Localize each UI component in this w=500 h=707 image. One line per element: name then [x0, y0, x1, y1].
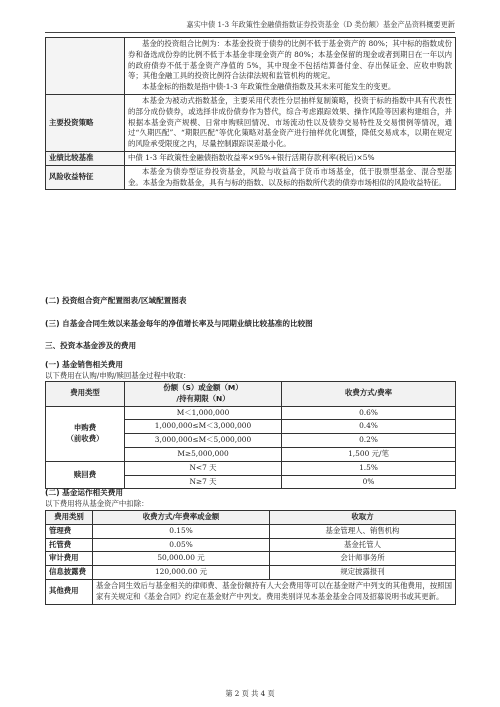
table-row	[46, 406, 456, 420]
header-payee: 收取方	[270, 511, 456, 525]
section-note: 以下费用在认购/申购/赎回基金过程中收取：	[45, 371, 191, 380]
fee-payee: 规定披露报刊	[270, 566, 456, 580]
section-heading: (二) 基金运作相关费用	[45, 488, 123, 497]
rate-cell: 0.6%	[282, 406, 456, 420]
sales-fee-table	[45, 381, 456, 489]
fee-type: 管理费	[46, 524, 93, 538]
risk-paragraph: 本基金为债券型证券投资基金，风险与收益高于货币市场基金，低于股票型基金、混合型基金。本基金为指数基金，具有与标的指数、以及标的指数所代表的债券市场相似的风险收益特征。	[128, 166, 452, 187]
fee-payee: 基金托管人	[270, 538, 456, 552]
section-heading: (二) 投资组合资产配置图表/区域配置图表	[45, 296, 187, 305]
table-row	[46, 165, 456, 190]
row-label: 主要投资策略	[46, 94, 125, 151]
fee-payee: 基金管理人、销售机构	[270, 524, 456, 538]
fee-rate: 50,000.00 元	[93, 552, 270, 566]
section-heading: (三) 自基金合同生效以来基金每年的净值增长率及与同期业绩比较基准的比较图	[45, 319, 313, 328]
header-amount-line: 份额（S）或金额（M）	[163, 383, 243, 392]
row-label: 风险收益特征	[46, 165, 125, 190]
objective-paragraph: 本基金标的指数是指中债-1-3 年政策性金融债指数及其未来可能发生的变更。	[142, 82, 396, 92]
objective-text-cell	[125, 38, 456, 95]
range-cell: 3,000,000≤M＜5,000,000	[125, 434, 282, 448]
objective-paragraph: 基金的投资组合比例为：本基金投资于债券的比例不低于基金资产的 80%；其中标的指数成份券和备选成份券的比例不低于本基金非现金资产的 80%；本基金保留的现金或者到期日在一年以内的政府债券不低于基金资产净值的 5%，其中现金不包括结算备付金、存出保证金、应收申购款等；其他金融工具的投资比例符合法律法规和监管机构的规定。	[128, 39, 452, 81]
header-type: 费用类别	[46, 511, 93, 525]
table-row	[46, 461, 456, 475]
rate-cell: 1.5%	[282, 461, 456, 475]
header-rate: 收费方式/费率	[282, 382, 456, 407]
table-header-row	[46, 382, 456, 407]
row-text: 中债 1-3 年政策性金融债指数收益率×95%+银行活期存款利率(税后)×5%	[125, 151, 456, 165]
row-label: 业绩比较基准	[46, 151, 125, 165]
fee-type: 托管费	[46, 538, 93, 552]
header-amount	[125, 382, 282, 407]
header-amount-line: /持有期限（N）	[176, 393, 230, 403]
page-header: 嘉实中债 1-3 年政策性金融债指数证券投资基金（D 类份额）基金产品资料概要更新	[45, 20, 455, 33]
range-cell: M＜1,000,000	[125, 406, 282, 420]
range-cell: M≥5,000,000	[125, 447, 282, 461]
row-text	[125, 94, 456, 151]
table-row	[46, 151, 456, 165]
range-cell: N<7 天	[125, 461, 282, 475]
fee-type: 其他费用	[46, 579, 93, 604]
fee-type: 信息披露费	[46, 566, 93, 580]
ops-fee-table	[45, 510, 456, 605]
fee-rate: 0.15%	[93, 524, 270, 538]
fee-payee: 会计师事务所	[270, 552, 456, 566]
objective-label-cell	[46, 38, 125, 95]
redeem-fee-label: 赎回费	[46, 461, 125, 489]
fee-rate: 0.05%	[93, 538, 270, 552]
fee-rate: 120,000.00 元	[93, 566, 270, 580]
rate-cell: 0.2%	[282, 434, 456, 448]
strategy-paragraph: 本基金为被动式指数基金，主要采用代表性分层抽样复制策略，投资于标的指数中具有代表性的部分成份债券，或选择非成份债券作为替代，综合考虑跟踪效果、操作风险等因素构建组合，并根据本基金资产规模、日常申购赎回情况、市场流动性以及债券交易特性及交易惯例等情况，通过“久期匹配”、“期限匹配”等优化策略对基金资产进行抽样优化调整，降低交易成本，以期在规定的风险承受限度之内，尽量控制跟踪误差最小化。	[128, 95, 452, 149]
fee-type: 审计费用	[46, 552, 93, 566]
purchase-label-line: 申购费	[73, 422, 97, 432]
page-number: 第 2 页 共 4 页	[225, 689, 275, 698]
table-row	[46, 524, 456, 538]
range-cell: N≥7 天	[125, 475, 282, 489]
table-row	[46, 552, 456, 566]
table-row	[46, 566, 456, 580]
table-row	[46, 579, 456, 604]
other-fee-text: 基金合同生效后与基金相关的律师费、基金份额持有人大会费用等可以在基金财产中列支的其他费用，按照国家有关规定和《基金合同》约定在基金财产中列支。费用类别详见本基金基金合同及招募说明书或其更新。	[93, 579, 456, 604]
table-row	[46, 94, 456, 151]
rate-cell: 1,500 元/笔	[282, 447, 456, 461]
section-note: 以下费用将从基金资产中扣除：	[45, 499, 149, 508]
table-row	[46, 538, 456, 552]
row-text	[125, 165, 456, 190]
purchase-label-line: （前收费）	[66, 433, 104, 443]
header-type: 费用类型	[46, 382, 125, 407]
table-header-row	[46, 511, 456, 525]
purchase-fee-label	[46, 406, 125, 461]
strategy-table	[45, 37, 456, 190]
header-rate: 收费方式/年费率或金额	[93, 511, 270, 525]
table-row	[46, 38, 456, 95]
range-cell: 1,000,000≤M＜3,000,000	[125, 420, 282, 434]
section-heading: (一) 基金销售相关费用	[45, 360, 123, 369]
rate-cell: 0.4%	[282, 420, 456, 434]
rate-cell: 0%	[282, 475, 456, 489]
section-heading: 三、投资本基金涉及的费用	[45, 341, 137, 350]
